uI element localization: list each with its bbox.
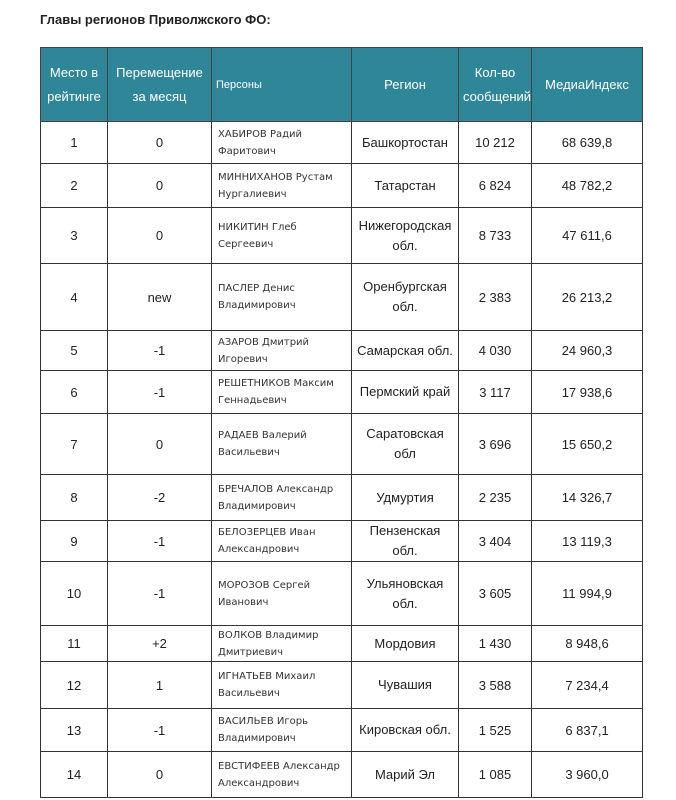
cell-person: АЗАРОВ Дмитрий Игоревич <box>212 331 352 371</box>
cell-rank: 10 <box>41 562 108 626</box>
cell-mediaindex: 7 234,4 <box>532 662 643 709</box>
cell-region: Оренбургская обл. <box>352 264 459 331</box>
cell-messages: 3 588 <box>459 662 532 709</box>
table-row <box>41 521 643 562</box>
cell-person: БРЕЧАЛОВ Александр Владимирович <box>212 475 352 521</box>
cell-rank: 6 <box>41 371 108 414</box>
cell-person: НИКИТИН Глеб Сергеевич <box>212 208 352 264</box>
cell-mediaindex: 26 213,2 <box>532 264 643 331</box>
cell-person: ВОЛКОВ Владимир Дмитриевич <box>212 626 352 662</box>
cell-change: 0 <box>108 122 212 164</box>
cell-change: -1 <box>108 331 212 371</box>
cell-rank: 12 <box>41 662 108 709</box>
cell-mediaindex: 14 326,7 <box>532 475 643 521</box>
table-row <box>41 562 643 626</box>
table-header-row <box>41 48 643 122</box>
cell-messages: 4 030 <box>459 331 532 371</box>
cell-change: 1 <box>108 662 212 709</box>
table-row <box>41 208 643 264</box>
table-row <box>41 414 643 475</box>
cell-messages: 3 605 <box>459 562 532 626</box>
ranking-table <box>40 47 643 798</box>
page-title: Главы регионов Приволжского ФО: <box>40 12 271 27</box>
table-row <box>41 662 643 709</box>
cell-person: ИГНАТЬЕВ Михаил Васильевич <box>212 662 352 709</box>
cell-mediaindex: 13 119,3 <box>532 521 643 562</box>
cell-messages: 1 430 <box>459 626 532 662</box>
cell-rank: 14 <box>41 752 108 798</box>
cell-messages: 3 404 <box>459 521 532 562</box>
cell-messages: 6 824 <box>459 164 532 208</box>
cell-rank: 5 <box>41 331 108 371</box>
header-person: Персоны <box>212 48 352 122</box>
cell-change: +2 <box>108 626 212 662</box>
cell-region: Самарская обл. <box>352 331 459 371</box>
cell-mediaindex: 15 650,2 <box>532 414 643 475</box>
cell-person: БЕЛОЗЕРЦЕВ Иван Александрович <box>212 521 352 562</box>
table-row <box>41 626 643 662</box>
cell-rank: 8 <box>41 475 108 521</box>
cell-change: -2 <box>108 475 212 521</box>
cell-messages: 2 235 <box>459 475 532 521</box>
cell-rank: 2 <box>41 164 108 208</box>
table-row <box>41 331 643 371</box>
cell-mediaindex: 17 938,6 <box>532 371 643 414</box>
header-mediaindex: МедиаИндекс <box>532 48 643 122</box>
cell-region: Ульяновская обл. <box>352 562 459 626</box>
cell-person: ПАСЛЕР Денис Владимирович <box>212 264 352 331</box>
cell-person: ВАСИЛЬЕВ Игорь Владимирович <box>212 709 352 752</box>
cell-messages: 3 117 <box>459 371 532 414</box>
cell-messages: 3 696 <box>459 414 532 475</box>
cell-region: Марий Эл <box>352 752 459 798</box>
cell-rank: 7 <box>41 414 108 475</box>
cell-region: Удмуртия <box>352 475 459 521</box>
cell-messages: 10 212 <box>459 122 532 164</box>
cell-region: Нижегородская обл. <box>352 208 459 264</box>
header-messages: Кол-во сообщений <box>459 48 532 122</box>
cell-change: 0 <box>108 414 212 475</box>
cell-change: -1 <box>108 521 212 562</box>
table-row <box>41 264 643 331</box>
cell-mediaindex: 68 639,8 <box>532 122 643 164</box>
cell-change: new <box>108 264 212 331</box>
cell-region: Башкортостан <box>352 122 459 164</box>
cell-rank: 11 <box>41 626 108 662</box>
cell-change: 0 <box>108 752 212 798</box>
cell-region: Пермский край <box>352 371 459 414</box>
cell-messages: 2 383 <box>459 264 532 331</box>
cell-mediaindex: 24 960,3 <box>532 331 643 371</box>
cell-change: -1 <box>108 709 212 752</box>
cell-region: Саратовская обл <box>352 414 459 475</box>
cell-mediaindex: 3 960,0 <box>532 752 643 798</box>
cell-person: ХАБИРОВ Радий Фаритович <box>212 122 352 164</box>
header-region: Регион <box>352 48 459 122</box>
cell-region: Кировская обл. <box>352 709 459 752</box>
cell-mediaindex: 47 611,6 <box>532 208 643 264</box>
cell-mediaindex: 11 994,9 <box>532 562 643 626</box>
cell-person: ЕВСТИФЕЕВ Александр Александрович <box>212 752 352 798</box>
cell-rank: 1 <box>41 122 108 164</box>
cell-rank: 3 <box>41 208 108 264</box>
cell-region: Татарстан <box>352 164 459 208</box>
cell-person: МИННИХАНОВ Рустам Нургалиевич <box>212 164 352 208</box>
cell-person: МОРОЗОВ Сергей Иванович <box>212 562 352 626</box>
cell-change: 0 <box>108 164 212 208</box>
cell-messages: 1 525 <box>459 709 532 752</box>
cell-person: РЕШЕТНИКОВ Максим Геннадьевич <box>212 371 352 414</box>
table-row <box>41 122 643 164</box>
table-row <box>41 709 643 752</box>
cell-rank: 9 <box>41 521 108 562</box>
cell-region: Чувашия <box>352 662 459 709</box>
cell-change: 0 <box>108 208 212 264</box>
cell-change: -1 <box>108 371 212 414</box>
cell-change: -1 <box>108 562 212 626</box>
header-change: Перемещение за месяц <box>108 48 212 122</box>
cell-region: Мордовия <box>352 626 459 662</box>
table-row <box>41 475 643 521</box>
table-row <box>41 164 643 208</box>
cell-mediaindex: 8 948,6 <box>532 626 643 662</box>
header-rank: Место в рейтинге <box>41 48 108 122</box>
cell-messages: 1 085 <box>459 752 532 798</box>
cell-rank: 4 <box>41 264 108 331</box>
table-row <box>41 752 643 798</box>
cell-mediaindex: 48 782,2 <box>532 164 643 208</box>
cell-mediaindex: 6 837,1 <box>532 709 643 752</box>
cell-person: РАДАЕВ Валерий Васильевич <box>212 414 352 475</box>
cell-region: Пензенская обл. <box>352 521 459 562</box>
cell-messages: 8 733 <box>459 208 532 264</box>
table-row <box>41 371 643 414</box>
cell-rank: 13 <box>41 709 108 752</box>
